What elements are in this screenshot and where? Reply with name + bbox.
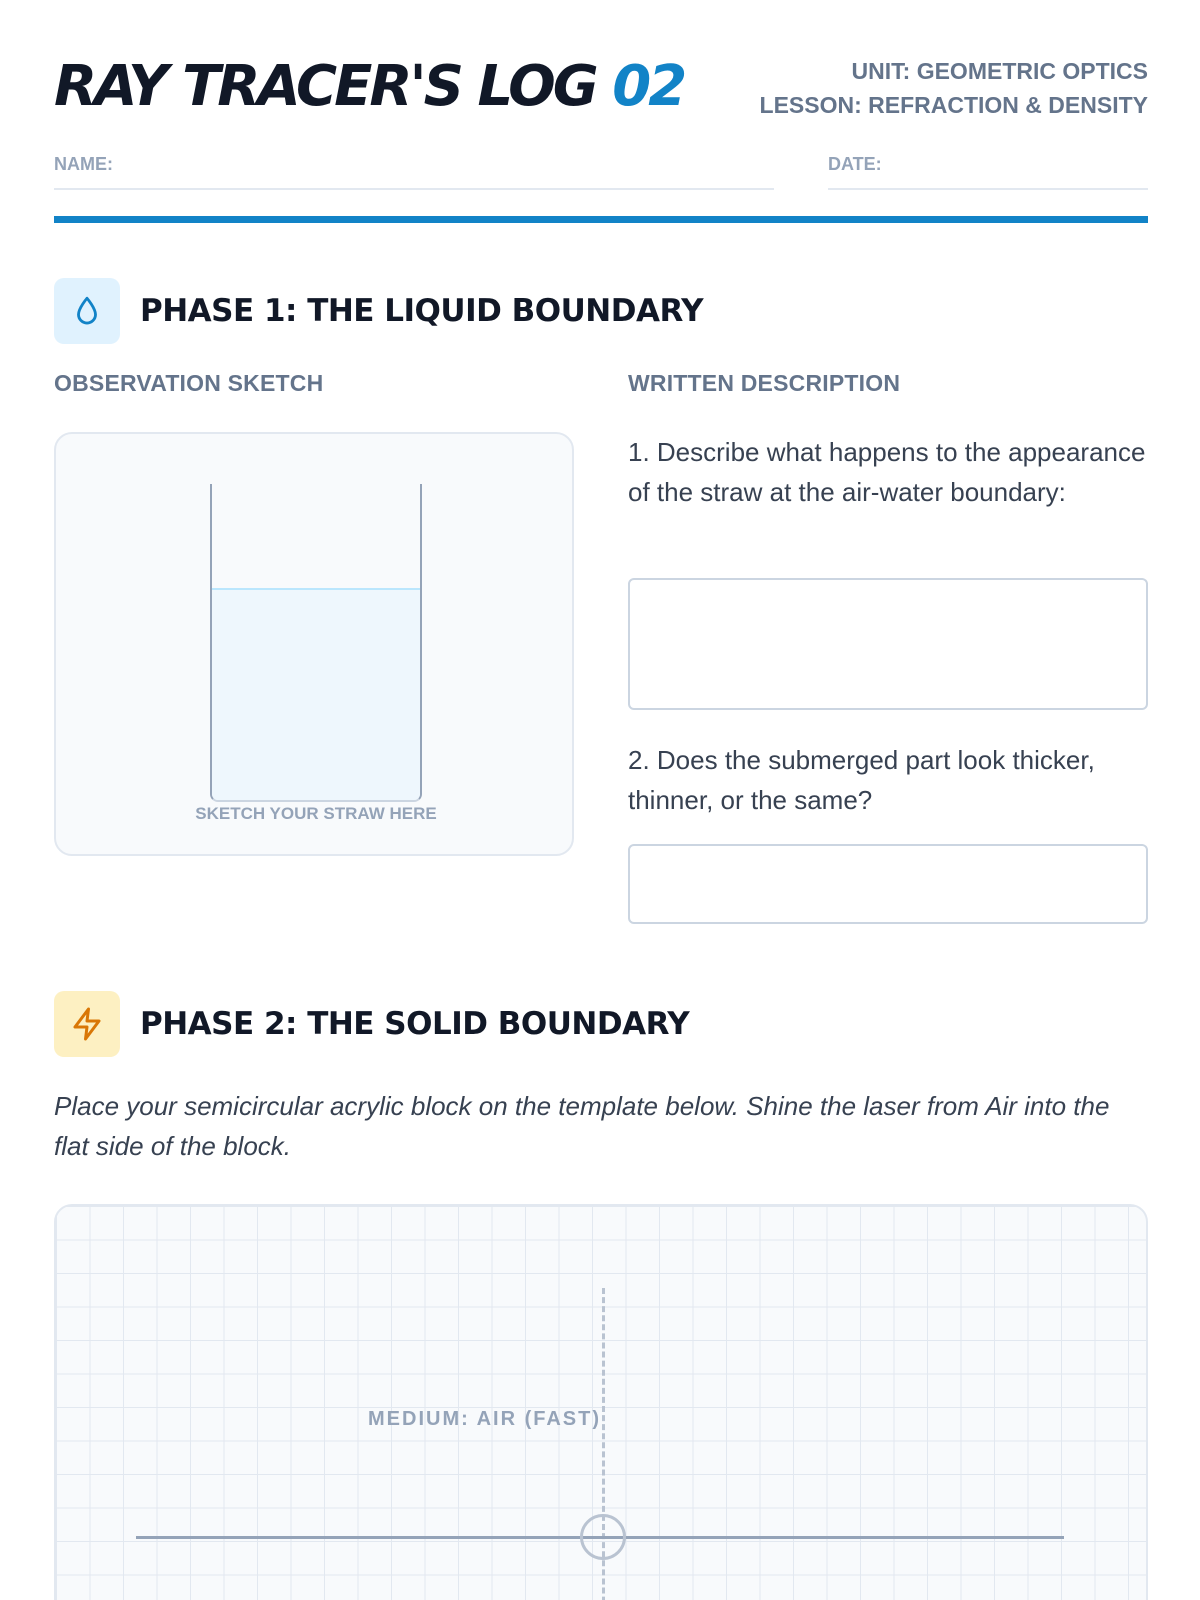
description-label: WRITTEN DESCRIPTION [628,370,901,396]
title-main: RAY TRACER'S LOG [54,54,596,119]
phase1-title: PHASE 1: THE LIQUID BOUNDARY [140,293,704,329]
date-field[interactable] [828,154,1148,190]
lesson-meta [760,54,1148,122]
beaker-drawing [210,484,422,802]
unit-label: UNIT: GEOMETRIC OPTICS [851,58,1148,84]
observation-sketch-area[interactable] [54,432,574,856]
phase1-header [54,277,703,345]
worksheet-title [54,54,684,119]
phase2-instructions: Place your semicircular acrylic block on the template below. Shine the laser from Air into the flat side of the block. [54,1091,1110,1161]
sketch-caption: SKETCH YOUR STRAW HERE [195,804,437,823]
worksheet-page [54,0,1148,1600]
answer-1-box[interactable] [628,578,1148,710]
center-point-marker [580,1514,626,1560]
name-label: NAME: [54,154,113,174]
sketch-label: OBSERVATION SKETCH [54,370,324,396]
date-label: DATE: [828,154,882,174]
question-1: 1. Describe what happens to the appearance of the straw at the air-water boundary: [628,437,1146,507]
medium-air-label: MEDIUM: AIR (FAST) [368,1408,602,1430]
phase2-header [54,990,689,1058]
water-fill [212,588,420,800]
lesson-label: LESSON: REFRACTION & DENSITY [759,92,1148,118]
title-number: 02 [612,54,685,119]
header-divider [54,216,1148,223]
lightning-icon [54,991,120,1057]
refraction-template-grid[interactable] [54,1204,1148,1600]
phase2-title: PHASE 2: THE SOLID BOUNDARY [140,1006,690,1042]
question-2: 2. Does the submerged part look thicker, thinner, or the same? [628,745,1095,815]
answer-2-box[interactable] [628,844,1148,924]
name-field[interactable] [54,154,774,190]
water-drop-icon [54,278,120,344]
